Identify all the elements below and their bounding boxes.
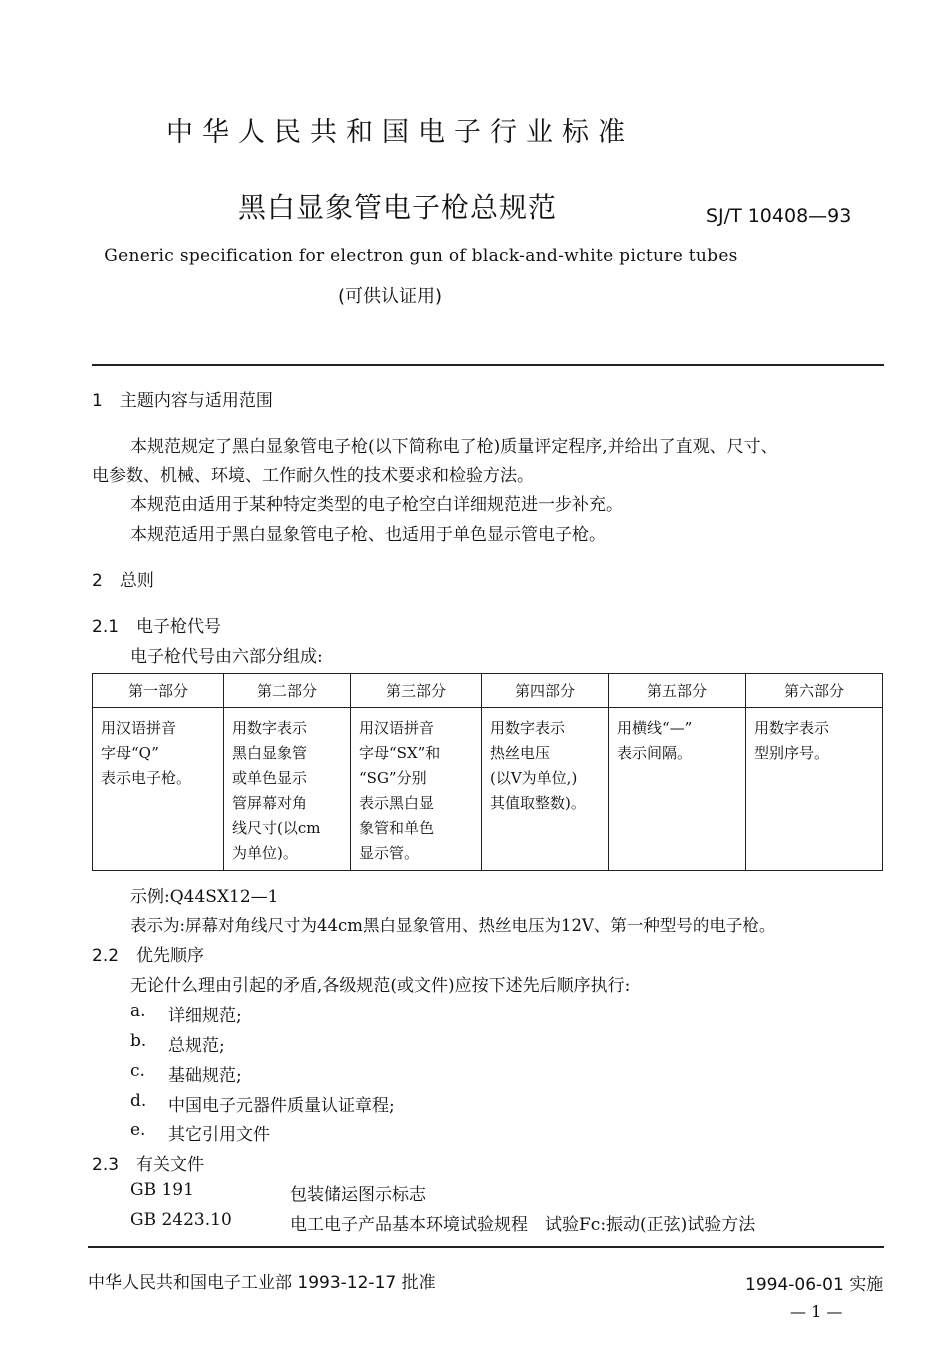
english-title: Generic specification for electron gun of black-and-white picture tubes — [104, 246, 738, 266]
table-header-cell: 第五部分 — [609, 674, 746, 708]
priority-item-letter: b. — [130, 1031, 147, 1051]
priority-item-text: 总规范; — [168, 1036, 225, 1056]
section-2-1-intro: 电子枪代号由六部分组成: — [130, 647, 323, 667]
approval-line: 中华人民共和国电子工业部 1993-12-17 批准 — [88, 1273, 436, 1293]
table-header-cell: 第一部分 — [93, 674, 224, 708]
cell-line: 显示管。 — [359, 844, 420, 862]
section-1-paragraph: 本规范规定了黑白显象管电子枪(以下简称电了枪)质量评定程序,并给出了直观、尺寸、 — [130, 437, 778, 457]
table-header-cell: 第三部分 — [351, 674, 482, 708]
reference-title: 包装储运图示标志 — [290, 1185, 426, 1205]
cell-line: 象管和单色 — [359, 819, 435, 837]
priority-item-text: 其它引用文件 — [168, 1125, 270, 1145]
cell-line: 型别序号。 — [754, 744, 830, 762]
section-1-heading: 1 主题内容与适用范围 — [92, 391, 273, 411]
table-cell-part-5 — [609, 708, 746, 871]
cell-line: 黑白显象管 — [232, 744, 308, 762]
issuing-authority: 中华人民共和国电子行业标准 — [166, 117, 634, 148]
cell-line: 线尺寸(以cm — [232, 819, 321, 837]
cell-line: 其值取整数)。 — [490, 794, 586, 812]
section-2-2-heading: 2.2 优先顺序 — [92, 946, 205, 966]
document-title: 黑白显象管电子枪总规范 — [238, 191, 558, 224]
example-description: 表示为:屏幕对角线尺寸为44cm黑白显象管用、热丝电压为12V、第一种型号的电子枪。 — [130, 916, 776, 935]
table-cell-part-1 — [93, 708, 224, 871]
priority-item-letter: c. — [130, 1061, 145, 1081]
priority-item-letter: d. — [130, 1091, 147, 1111]
section-1-paragraph: 本规范适用于黑白显象管电子枪、也适用于单色显示管电子枪。 — [130, 525, 606, 545]
cell-line: 用汉语拼音 — [101, 719, 177, 737]
cell-line: 字母“Q” — [101, 744, 159, 762]
section-2-2-intro: 无论什么理由引起的矛盾,各级规范(或文件)应按下述先后顺序执行: — [130, 976, 631, 996]
example-code: 示例:Q44SX12—1 — [130, 887, 279, 907]
reference-code: GB 191 — [130, 1180, 194, 1200]
section-2-3-heading: 2.3 有关文件 — [92, 1155, 205, 1175]
cell-line: 表示黑白显 — [359, 794, 435, 812]
table-header-cell: 第二部分 — [224, 674, 351, 708]
table-header-row — [93, 674, 883, 708]
implementation-date: 1994-06-01 实施 — [745, 1275, 884, 1295]
footer-divider — [88, 1246, 884, 1248]
cell-line: 表示间隔。 — [617, 744, 693, 762]
cell-line: 表示电子枪。 — [101, 769, 192, 787]
certification-note: (可供认证用) — [337, 286, 443, 307]
standard-number: SJ/T 10408—93 — [706, 205, 852, 227]
priority-item-text: 基础规范; — [168, 1066, 242, 1086]
cell-line: (以V为单位,) — [490, 769, 578, 787]
cell-line: “SG”分别 — [359, 769, 427, 787]
section-1-paragraph: 本规范由适用于某种特定类型的电子枪空白详细规范进一步补充。 — [130, 495, 623, 515]
gun-code-table — [92, 673, 883, 871]
table-cell-part-3 — [351, 708, 482, 871]
cell-line: 管屏幕对角 — [232, 794, 308, 812]
priority-item-letter: a. — [130, 1001, 146, 1021]
priority-item-letter: e. — [130, 1120, 146, 1140]
cell-line: 用横线“—” — [617, 719, 693, 737]
cell-line: 为单位)。 — [232, 844, 298, 862]
table-header-cell: 第六部分 — [746, 674, 883, 708]
reference-code: GB 2423.10 — [130, 1210, 232, 1230]
table-header-cell: 第四部分 — [482, 674, 609, 708]
page-number: — 1 — — [790, 1302, 843, 1321]
cell-line: 字母“SX”和 — [359, 744, 441, 762]
cell-line: 用汉语拼音 — [359, 719, 435, 737]
section-2-1-heading: 2.1 电子枪代号 — [92, 617, 222, 637]
priority-item-text: 详细规范; — [168, 1006, 242, 1026]
cell-line: 用数字表示 — [490, 719, 566, 737]
table-cell-part-4 — [482, 708, 609, 871]
table-cell-part-6 — [746, 708, 883, 871]
section-2-heading: 2 总则 — [92, 571, 154, 591]
cell-line: 热丝电压 — [490, 744, 551, 762]
reference-title: 电工电子产品基本环境试验规程 试验Fc:振动(正弦)试验方法 — [290, 1215, 756, 1235]
table-cell-part-2 — [224, 708, 351, 871]
header-divider — [92, 364, 884, 366]
section-1-paragraph: 电参数、机械、环境、工作耐久性的技术要求和检验方法。 — [92, 466, 534, 486]
priority-item-text: 中国电子元器件质量认证章程; — [168, 1096, 395, 1116]
cell-line: 或单色显示 — [232, 769, 308, 787]
cell-line: 用数字表示 — [754, 719, 830, 737]
table-row — [93, 708, 883, 871]
cell-line: 用数字表示 — [232, 719, 308, 737]
